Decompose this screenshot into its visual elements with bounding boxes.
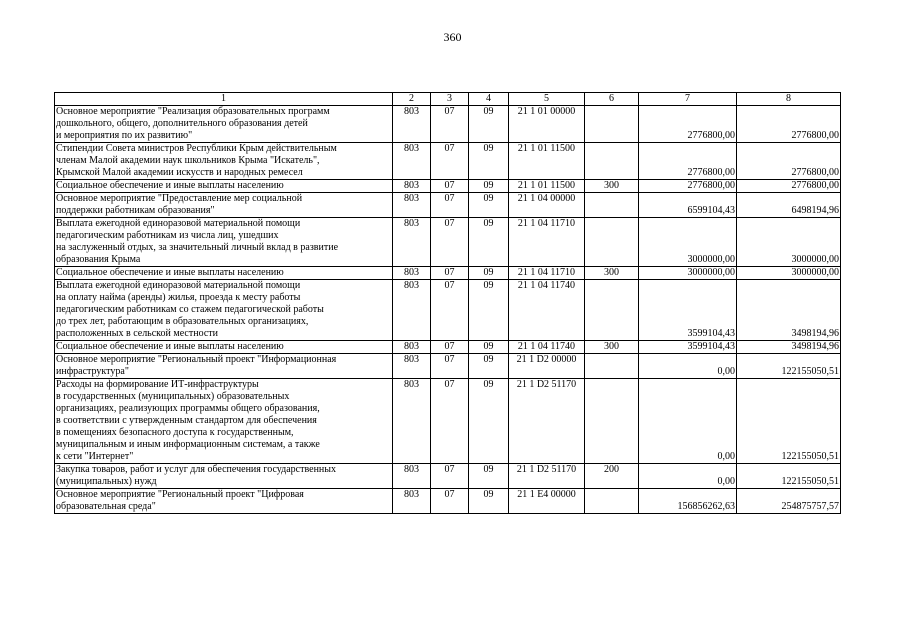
cell-code-admin: 803: [393, 106, 431, 143]
cell-code-section: 07: [431, 464, 469, 489]
cell-code-admin: 803: [393, 354, 431, 379]
row-name-cell: Основное мероприятие "Реализация образовательных программ дошкольного, общего, дополнительного образования детей и мероприятия по их развитию": [55, 106, 393, 143]
table-row: [55, 143, 841, 180]
row-name-cell: Социальное обеспечение и иные выплаты населению: [55, 341, 393, 354]
cell-code-section: 07: [431, 489, 469, 514]
cell-code-admin: 803: [393, 143, 431, 180]
cell-code-section: 07: [431, 218, 469, 267]
row-name-cell: Социальное обеспечение и иные выплаты населению: [55, 180, 393, 193]
cell-code-subsection: 09: [469, 280, 509, 341]
cell-amount-year-1: 2776800,00: [639, 143, 737, 180]
cell-code-target: 21 1 04 11740: [509, 280, 585, 341]
cell-amount-year-1: 3599104,43: [639, 280, 737, 341]
cell-code-admin: 803: [393, 464, 431, 489]
cell-code-expense-type: [585, 379, 639, 464]
cell-amount-year-2: 2776800,00: [737, 180, 841, 193]
cell-code-target: 21 1 04 11710: [509, 218, 585, 267]
table-row: [55, 280, 841, 341]
table-row: [55, 193, 841, 218]
cell-amount-year-1: 0,00: [639, 354, 737, 379]
cell-code-subsection: 09: [469, 143, 509, 180]
row-name-cell: Основное мероприятие "Региональный проект "Цифровая образовательная среда": [55, 489, 393, 514]
cell-code-admin: 803: [393, 180, 431, 193]
cell-code-target: 21 1 01 11500: [509, 180, 585, 193]
cell-amount-year-1: 3599104,43: [639, 341, 737, 354]
cell-amount-year-2: 2776800,00: [737, 143, 841, 180]
cell-code-target: 21 1 04 00000: [509, 193, 585, 218]
cell-amount-year-2: 122155050,51: [737, 354, 841, 379]
cell-code-target: 21 1 E4 00000: [509, 489, 585, 514]
table-row: [55, 489, 841, 514]
cell-code-expense-type: 300: [585, 267, 639, 280]
cell-code-section: 07: [431, 280, 469, 341]
cell-code-section: 07: [431, 354, 469, 379]
cell-amount-year-1: 156856262,63: [639, 489, 737, 514]
row-name-cell: Основное мероприятие "Предоставление мер социальной поддержки работникам образования": [55, 193, 393, 218]
table-header-row: [55, 93, 841, 106]
cell-amount-year-2: 254875757,57: [737, 489, 841, 514]
cell-amount-year-2: 3000000,00: [737, 218, 841, 267]
row-name-cell: Основное мероприятие "Региональный проект "Информационная инфраструктура": [55, 354, 393, 379]
cell-amount-year-2: 3498194,96: [737, 280, 841, 341]
cell-code-expense-type: [585, 218, 639, 267]
cell-code-target: 21 1 D2 00000: [509, 354, 585, 379]
cell-code-expense-type: [585, 280, 639, 341]
row-name-cell: Социальное обеспечение и иные выплаты населению: [55, 267, 393, 280]
cell-code-expense-type: [585, 193, 639, 218]
cell-code-target: 21 1 01 11500: [509, 143, 585, 180]
cell-code-admin: 803: [393, 489, 431, 514]
cell-amount-year-1: 2776800,00: [639, 106, 737, 143]
table-row: [55, 180, 841, 193]
cell-code-subsection: 09: [469, 267, 509, 280]
cell-amount-year-2: 122155050,51: [737, 379, 841, 464]
cell-amount-year-1: 3000000,00: [639, 218, 737, 267]
cell-code-expense-type: [585, 106, 639, 143]
cell-code-expense-type: 200: [585, 464, 639, 489]
cell-code-subsection: 09: [469, 354, 509, 379]
page-number: 360: [443, 30, 462, 44]
column-header: 8: [737, 93, 841, 106]
cell-code-subsection: 09: [469, 489, 509, 514]
column-header: 1: [55, 93, 393, 106]
row-name-cell: Стипендии Совета министров Республики Крым действительным членам Малой академии наук школьников Крыма "Искатель", Крымской Малой академии искусств и народных ремесел: [55, 143, 393, 180]
cell-code-expense-type: [585, 143, 639, 180]
table-row: [55, 106, 841, 143]
cell-amount-year-1: 0,00: [639, 379, 737, 464]
cell-code-admin: 803: [393, 341, 431, 354]
cell-amount-year-2: 122155050,51: [737, 464, 841, 489]
cell-amount-year-2: 6498194,96: [737, 193, 841, 218]
cell-amount-year-1: 6599104,43: [639, 193, 737, 218]
table-row: [55, 218, 841, 267]
cell-code-expense-type: [585, 489, 639, 514]
cell-code-expense-type: 300: [585, 180, 639, 193]
cell-amount-year-2: 2776800,00: [737, 106, 841, 143]
cell-code-section: 07: [431, 267, 469, 280]
row-name-cell: Расходы на формирование ИТ-инфраструктуры в государственных (муниципальных) образовательных организациях, реализующих программы общего образования, в соответствии с утвержденным стандартом для обеспечения в помещениях безопасного доступа к государственным, муниципальным и иным информационным системам, а также к сети "Интернет": [55, 379, 393, 464]
cell-code-subsection: 09: [469, 379, 509, 464]
table-row: [55, 354, 841, 379]
cell-amount-year-2: 3498194,96: [737, 341, 841, 354]
column-header: 6: [585, 93, 639, 106]
cell-code-target: 21 1 04 11710: [509, 267, 585, 280]
cell-code-section: 07: [431, 143, 469, 180]
column-header: 5: [509, 93, 585, 106]
table-row: [55, 379, 841, 464]
cell-code-subsection: 09: [469, 106, 509, 143]
cell-code-expense-type: [585, 354, 639, 379]
cell-code-subsection: 09: [469, 464, 509, 489]
cell-code-target: 21 1 04 11740: [509, 341, 585, 354]
cell-code-target: 21 1 D2 51170: [509, 464, 585, 489]
cell-code-section: 07: [431, 180, 469, 193]
column-header: 2: [393, 93, 431, 106]
cell-code-target: 21 1 01 00000: [509, 106, 585, 143]
cell-code-admin: 803: [393, 193, 431, 218]
cell-amount-year-2: 3000000,00: [737, 267, 841, 280]
cell-code-admin: 803: [393, 379, 431, 464]
cell-amount-year-1: 3000000,00: [639, 267, 737, 280]
row-name-cell: Закупка товаров, работ и услуг для обеспечения государственных (муниципальных) нужд: [55, 464, 393, 489]
cell-code-admin: 803: [393, 280, 431, 341]
table-row: [55, 464, 841, 489]
column-header: 4: [469, 93, 509, 106]
cell-code-subsection: 09: [469, 180, 509, 193]
cell-code-target: 21 1 D2 51170: [509, 379, 585, 464]
cell-code-admin: 803: [393, 267, 431, 280]
cell-amount-year-1: 0,00: [639, 464, 737, 489]
column-header: 3: [431, 93, 469, 106]
table-row: [55, 267, 841, 280]
budget-table: [54, 92, 841, 514]
cell-code-expense-type: 300: [585, 341, 639, 354]
cell-code-subsection: 09: [469, 341, 509, 354]
cell-code-section: 07: [431, 379, 469, 464]
cell-code-subsection: 09: [469, 193, 509, 218]
cell-code-section: 07: [431, 106, 469, 143]
column-header: 7: [639, 93, 737, 106]
row-name-cell: Выплата ежегодной единоразовой материальной помощи педагогическим работникам из числа лиц, ушедших на заслуженный отдых, за значительный личный вклад в развитие образования Крыма: [55, 218, 393, 267]
cell-code-section: 07: [431, 341, 469, 354]
row-name-cell: Выплата ежегодной единоразовой материальной помощи на оплату найма (аренды) жилья, проезда к месту работы педагогическим работникам со стажем педагогической работы до трех лет, работающим в образовательных организациях, расположенных в сельской местности: [55, 280, 393, 341]
table-row: [55, 341, 841, 354]
cell-code-admin: 803: [393, 218, 431, 267]
cell-code-section: 07: [431, 193, 469, 218]
cell-amount-year-1: 2776800,00: [639, 180, 737, 193]
cell-code-subsection: 09: [469, 218, 509, 267]
